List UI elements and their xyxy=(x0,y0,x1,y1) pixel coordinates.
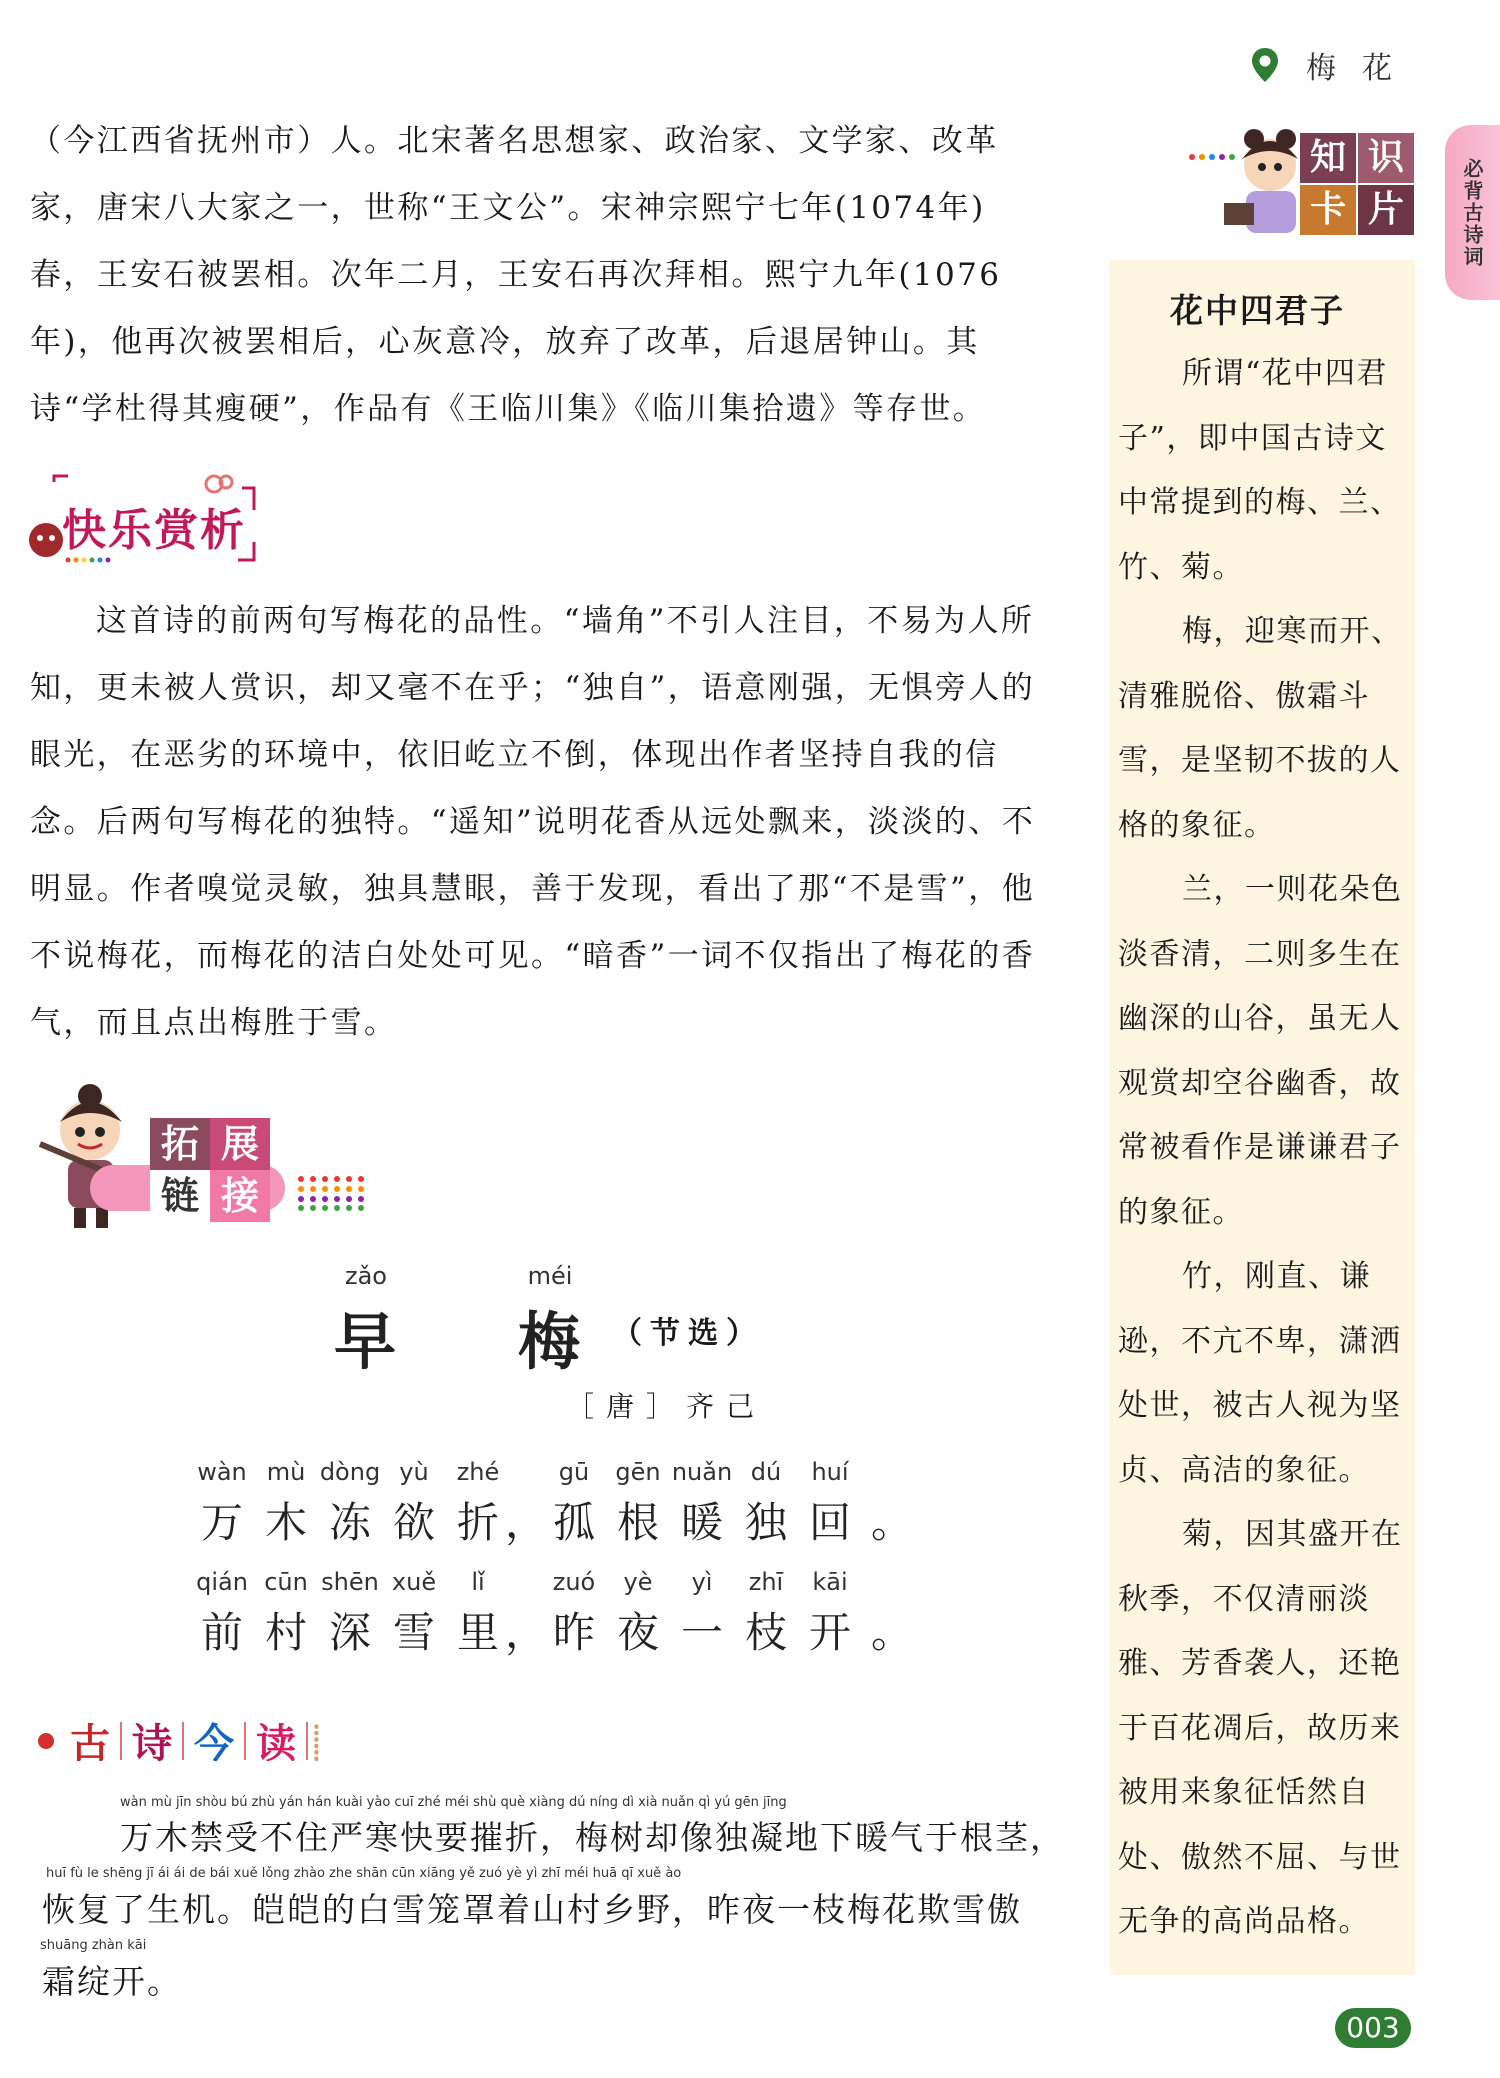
pinyin-syllable: huí xyxy=(811,1458,849,1486)
poem-char: 里 xyxy=(456,1608,499,1657)
happy-analysis-badge-label: 快乐赏析 xyxy=(62,505,246,556)
card-badge-char: 片 xyxy=(1358,185,1414,235)
pinyin-syllable: zhī xyxy=(748,1568,784,1596)
extension-badge-char: 链 xyxy=(150,1170,210,1222)
poem-punct: ， xyxy=(504,1498,547,1547)
pinyin-syllable: dú xyxy=(750,1458,782,1486)
translation-pinyin: huī fù le shēng jī ái ái de bái xuě lǒng zhào zhe shān cūn xiāng yě zuó yè yì zhī méi huā qī xuě ào xyxy=(46,1866,682,1881)
extension-badge-char: 接 xyxy=(210,1170,270,1222)
poem-punct: 。 xyxy=(870,1498,913,1547)
pinyin-syllable: gū xyxy=(558,1458,590,1486)
card-paragraph: 竹，刚直、谦逊，不亢不卑，潇洒处世，被古人视为坚贞、高洁的象征。 xyxy=(1118,1259,1402,1488)
poem-char: 冻 xyxy=(328,1498,371,1547)
poem-char: 折 xyxy=(456,1498,499,1547)
card-body xyxy=(1118,342,1418,1955)
pinyin-syllable: wàn xyxy=(197,1458,247,1486)
dots-decoration-icon xyxy=(297,1175,369,1211)
translation-pinyin: wàn mù jīn shòu bú zhù yán hán kuài yào cuī zhé méi shù què xiàng dú níng dì xià nuǎn qì yú gēn jīng xyxy=(120,1795,787,1810)
poem-pinyin-line xyxy=(190,1458,890,1488)
poem-subtitle: （节选） xyxy=(612,1316,764,1351)
extension-badge-char: 拓 xyxy=(150,1118,210,1170)
pinyin-syllable: zuó xyxy=(552,1568,596,1596)
poem-char: 开 xyxy=(808,1608,851,1657)
header-title: 梅花 xyxy=(1306,51,1418,86)
poem-char: 前 xyxy=(200,1608,243,1657)
poem-char: 村 xyxy=(264,1608,307,1657)
translation-line: 万木禁受不住严寒快要摧折，梅树却像独凝地下暖气于根茎， xyxy=(120,1818,1065,1857)
translation-pinyin: shuāng zhàn kāi xyxy=(40,1938,147,1953)
side-tab xyxy=(1445,125,1500,300)
pinyin-syllable: zhé xyxy=(456,1458,500,1486)
card-badge-char: 卡 xyxy=(1300,185,1356,235)
translation-line: 恢复了生机。皑皑的白雪笼罩着山村乡野，昨夜一枝梅花欺雪傲 xyxy=(42,1890,1022,1929)
analysis-paragraph: 这首诗的前两句写梅花的品性。“墙角”不引人注目，不易为人所知，更未被人赏识，却又毫不在乎；“独自”，语意刚强，无惧旁人的眼光，在恶劣的环境中，依旧屹立不倒，体现出作者坚持自我的信念。后两句写梅花的独特。“遥知”说明花香从远处飘来，淡淡的、不明显。作者嗅觉灵敏，独具慧眼，善于发现，看出了那“不是雪”，他不说梅花，而梅花的洁白处处可见。“暗香”一词不仅指出了梅花的香气，而且点出梅胜于雪。 xyxy=(30,603,1036,1041)
modern-header-char: 今 xyxy=(194,1721,234,1767)
pinyin-syllable: shēn xyxy=(321,1568,379,1596)
pinyin-syllable: yì xyxy=(691,1568,713,1596)
poem-title-char: 梅 xyxy=(518,1305,581,1378)
modern-header-char: 古 xyxy=(70,1721,110,1767)
poem-char: 木 xyxy=(264,1498,307,1547)
pinyin-syllable: qián xyxy=(196,1568,248,1596)
pinyin-syllable: yù xyxy=(399,1458,429,1486)
poem-char: 枝 xyxy=(744,1608,787,1657)
poem-char: 根 xyxy=(616,1498,659,1547)
red-dot-icon xyxy=(38,1733,54,1749)
poem-char: 雪 xyxy=(392,1608,435,1657)
pinyin-syllable: mù xyxy=(266,1458,306,1486)
card-paragraph: 兰，一则花朵色淡香清，二则多生在幽深的山谷，虽无人观赏却空谷幽香，故常被看作是谦谦君子的象征。 xyxy=(1118,872,1403,1230)
pinyin-syllable: dòng xyxy=(319,1458,381,1486)
poem-char: 回 xyxy=(808,1498,851,1547)
modern-header-char: 读 xyxy=(256,1721,296,1767)
modern-header-char: 诗 xyxy=(132,1721,172,1767)
poem-char: 孤 xyxy=(552,1498,595,1547)
poem-char: 暖 xyxy=(680,1498,723,1547)
title-pinyin: zǎo xyxy=(345,1262,387,1290)
poem-pinyin-line xyxy=(190,1568,890,1598)
poem-char: 昨 xyxy=(552,1608,595,1657)
side-tab-label: 必背古诗词 xyxy=(1460,157,1484,268)
card-badge-char: 知 xyxy=(1300,133,1356,183)
pinyin-syllable: cūn xyxy=(264,1568,308,1596)
intro-paragraph: （今江西省抚州市）人。北宋著名思想家、政治家、文学家、改革家，唐宋八大家之一，世称“王文公”。宋神宗熙宁七年(1074年)春，王安石被罢相。次年二月，王安石再次拜相。熙宁九年(1076年)，他再次被罢相后，心灰意冷，放弃了改革，后退居钟山。其诗“学杜得其瘦硬”，作品有《王临川集》《临川集拾遗》等存世。 xyxy=(30,123,1002,427)
poem-char: 万 xyxy=(200,1498,243,1547)
pinyin-syllable: gēn xyxy=(615,1458,661,1486)
poem-char: 独 xyxy=(744,1498,787,1547)
pinyin-syllable: yè xyxy=(623,1568,653,1596)
location-pin-icon xyxy=(1250,47,1280,83)
poem-char: 一 xyxy=(680,1608,723,1657)
page-header xyxy=(1250,45,1418,85)
pinyin-syllable: lǐ xyxy=(471,1568,485,1596)
translation-line: 霜绽开。 xyxy=(42,1962,182,2001)
poem-char: 夜 xyxy=(616,1608,659,1657)
pinyin-syllable: kāi xyxy=(812,1568,848,1596)
title-pinyin: méi xyxy=(527,1262,573,1290)
poem-title-char: 早 xyxy=(334,1305,397,1378)
card-paragraph: 所谓“花中四君子”，即中国古诗文中常提到的梅、兰、竹、菊。 xyxy=(1118,356,1402,585)
page-number: 003 xyxy=(1335,2008,1411,2048)
poem-char: 欲 xyxy=(392,1498,435,1547)
card-paragraph: 菊，因其盛开在秋季，不仅清丽淡雅、芳香袭人，还艳于百花凋后，故历来被用来象征恬然自处、傲然不屈、与世无争的高尚品格。 xyxy=(1118,1517,1403,1939)
extension-badge-char: 展 xyxy=(210,1118,270,1170)
poem-line xyxy=(190,1490,950,1547)
card-badge-char: 识 xyxy=(1358,133,1414,183)
pinyin-syllable: xuě xyxy=(391,1568,437,1596)
poem-punct: ， xyxy=(504,1608,547,1657)
divider xyxy=(306,1722,308,1760)
modern-reading-header xyxy=(38,1712,321,1769)
card-paragraph: 梅，迎寒而开、清雅脱俗、傲霜斗雪，是坚韧不拔的人格的象征。 xyxy=(1118,614,1403,843)
poem-author: ［唐］齐己 xyxy=(566,1390,767,1423)
pinyin-syllable: nuǎn xyxy=(671,1458,733,1486)
poem-line xyxy=(190,1600,950,1657)
poem-char: 深 xyxy=(328,1608,371,1657)
poem-punct: 。 xyxy=(870,1608,913,1657)
card-title: 花中四君子 xyxy=(1170,291,1345,330)
wave-decoration-icon: ⸽ xyxy=(312,1722,321,1763)
